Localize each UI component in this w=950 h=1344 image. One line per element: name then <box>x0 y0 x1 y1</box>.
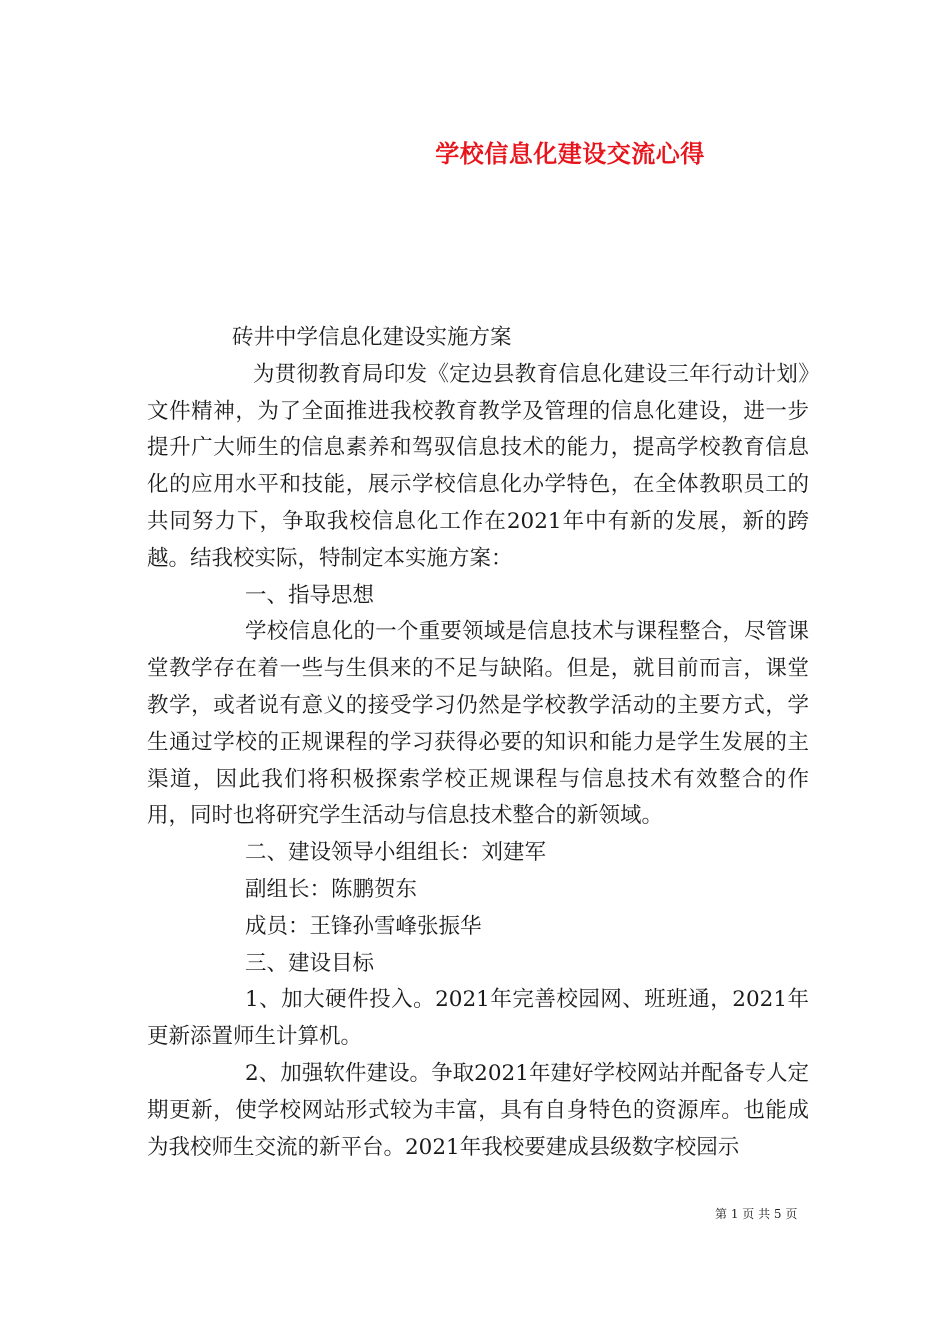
page-number-footer: 第 1 页 共 5 页 <box>715 1207 798 1221</box>
document-body <box>147 320 809 1166</box>
paragraph-goal-hardware: 1、加大硬件投入。2021年完善校园网、班班通，2021年更新添置师生计算机。 <box>147 987 809 1050</box>
paragraph-goal-software: 2、加强软件建设。争取2021年建好学校网站并配备专人定期更新，使学校网站形式较为丰富，具有自身特色的资源库。也能成为我校师生交流的新平台。2021年我校要建成县级数字校园示 <box>147 1060 809 1160</box>
deputy-leaders-line: 副组长：陈鹏贺东 <box>245 876 418 902</box>
paragraph-guiding-ideology: 学校信息化的一个重要领域是信息技术与课程整合，尽管课堂教学存在着一些与生俱来的不足与缺陷。但是，就目前而言，课堂教学，或者说有意义的接受学习仍然是学校教学活动的主要方式，学生通过学校的正规课程的学习获得必要的知识和能力是学生发展的主渠道，因此我们将积极探索学校正规课程与信息技术有效整合的作用，同时也将研究学生活动与信息技术整合的新领域。 <box>147 619 809 829</box>
document-subtitle: 砖井中学信息化建设实施方案 <box>232 325 512 350</box>
section-heading-leadership-group: 二、建设领导小组组长：刘建军 <box>245 840 547 866</box>
section-heading-goals: 三、建设目标 <box>245 950 375 976</box>
section-heading-guiding-ideology: 一、指导思想 <box>245 582 375 608</box>
members-line: 成员：王锋孙雪峰张振华 <box>245 913 482 939</box>
document-title: 学校信息化建设交流心得 <box>435 139 705 168</box>
paragraph-intro: 为贯彻教育局印发《定边县教育信息化建设三年行动计划》文件精神，为了全面推进我校教育教学及管理的信息化建设，进一步提升广大师生的信息素养和驾驭信息技术的能力，提高学校教育信息化的应用水平和技能，展示学校信息化办学特色，在全体教职员工的共同努力下，争取我校信息化工作在2021年中有新的发展，新的跨越。结我校实际，特制定本实施方案： <box>147 361 809 571</box>
